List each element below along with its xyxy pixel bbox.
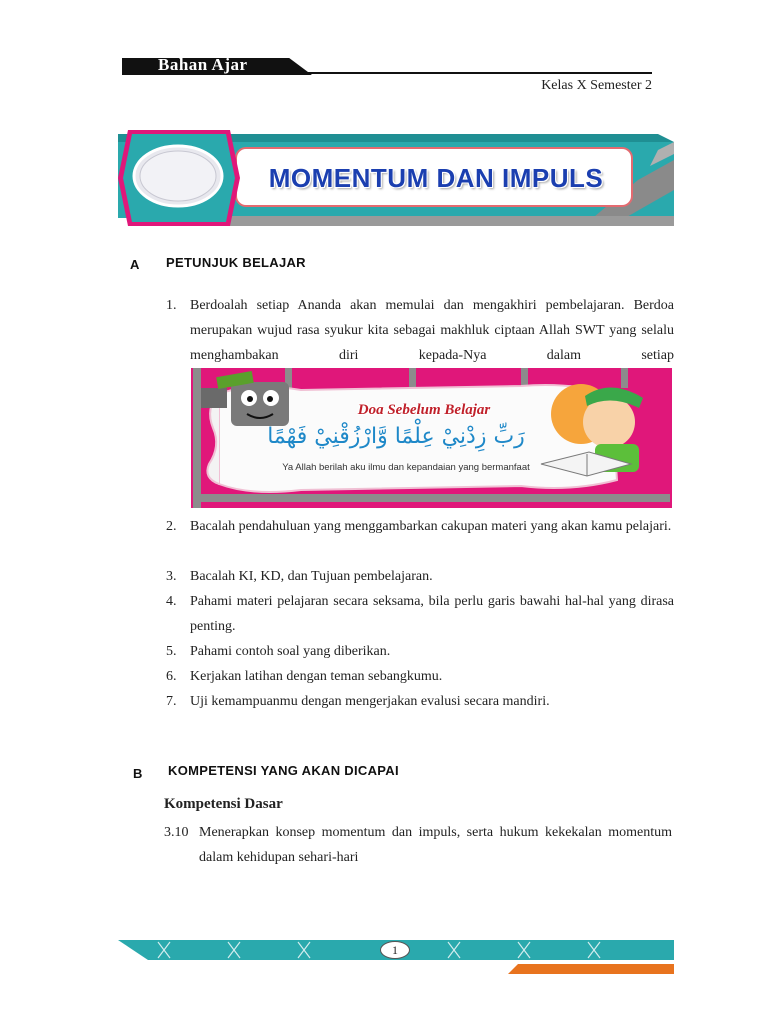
list-item-number: 2. [166,519,177,534]
list-item [166,664,674,689]
list-item [166,514,674,539]
list-item-text: Berdoalah setiap Ananda akan memulai dan mengakhiri pembelajaran. Berdoa merupakan wujud rasa syukur kita sebagai makhluk ciptaan Allah SWT yang selalu menghambakan diri kepada-Nya dalam setiap [190,298,674,363]
section-a-letter: A [130,257,140,272]
list-item-number: 1. [166,298,177,313]
section-b-title: KOMPETENSI YANG AKAN DICAPAI [168,763,399,778]
page-number: 1 [380,941,410,959]
footer-band [118,936,674,976]
banner-title: MOMENTUM DAN IMPULS [268,163,604,193]
doa-illustration [191,368,672,508]
header-bar [122,55,652,75]
header-subtitle: Kelas X Semester 2 [541,78,652,93]
list-item-text: Uji kemampuanmu dengan mengerjakan evalusi secara mandiri. [190,694,550,709]
list-item [166,293,674,368]
list-item-text: Bacalah pendahuluan yang menggambarkan cakupan materi yang akan kamu pelajari. [190,519,672,534]
list-item-number: 4. [166,594,177,609]
list-item [166,589,674,639]
kd-item-number: 3.10 [164,825,189,840]
list-item-text: Pahami contoh soal yang diberikan. [190,644,391,659]
list-item [166,564,674,589]
kd-item [164,820,672,870]
doa-translation: Ya Allah berilah aku ilmu dan kepandaian yang bermanfaat [282,462,530,473]
list-item-number: 3. [166,569,177,584]
list-item-number: 5. [166,644,177,659]
doa-arabic-text: رَبِّ زِدْنِيْ عِلْمًا وَّارْزُقْنِيْ فَهْمًا [267,424,525,449]
list-item-text: Bacalah KI, KD, dan Tujuan pembelajaran. [190,569,433,584]
section-a-title: PETUNJUK BELAJAR [166,255,306,270]
doa-title: Doa Sebelum Belajar [357,402,491,418]
kd-item-text: Menerapkan konsep momentum dan impuls, serta hukum kekekalan momentum dalam kehidupan sehari-hari [199,825,672,865]
list-item [166,639,674,664]
section-b-letter: B [133,766,143,781]
list-item-number: 7. [166,694,177,709]
kd-heading: Kompetensi Dasar [164,796,283,812]
list-item-number: 6. [166,669,177,684]
list-item-text: Pahami materi pelajaran secara seksama, bila perlu garis bawahi hal-hal yang dirasa penting. [190,594,674,634]
header-title: Bahan Ajar [158,55,248,74]
title-banner [118,130,674,230]
header-rule [292,72,652,74]
list-item [166,689,674,714]
list-item-text: Kerjakan latihan dengan teman sebangkumu. [190,669,443,684]
